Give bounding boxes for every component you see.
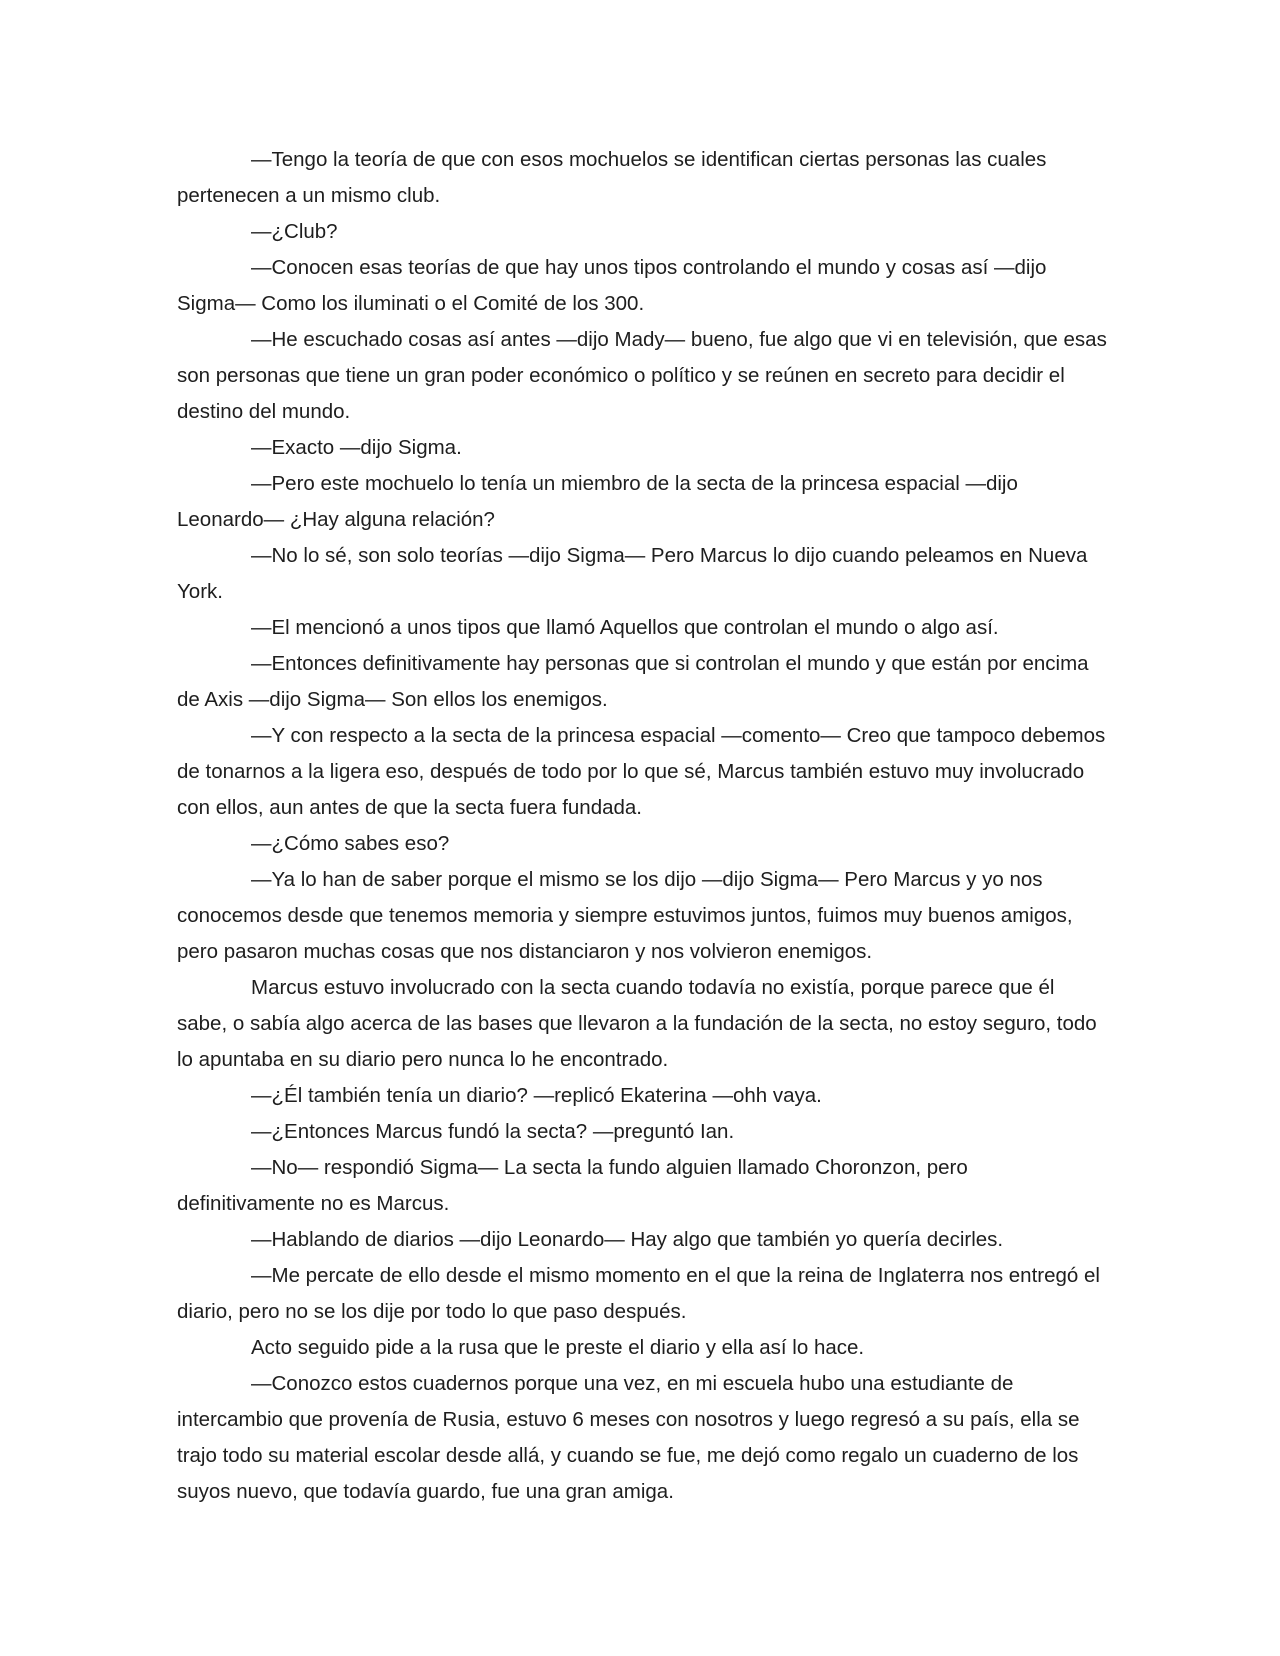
paragraph: —He escuchado cosas así antes —dijo Mady— bueno, fue algo que vi en televisión, que esas son personas que tiene un gran poder económico o político y se reúnen en secreto para decidir el destino del mundo. [177, 328, 1107, 423]
paragraph: —Y con respecto a la secta de la princesa espacial —comento— Creo que tampoco debemos de tonarnos a la ligera eso, después de todo por lo que sé, Marcus también estuvo muy involucrado con ellos, aun antes de que la secta fuera fundada. [177, 724, 1106, 819]
paragraph: —Tengo la teoría de que con esos mochuelos se identifican ciertas personas las cuales pertenecen a un mismo club. [177, 148, 1047, 207]
paragraph: —Hablando de diarios —dijo Leonardo— Hay algo que también yo quería decirles. [251, 1228, 1004, 1251]
document-body [177, 142, 1107, 1510]
paragraph: —¿Cómo sabes eso? [251, 832, 450, 855]
paragraph: —Conocen esas teorías de que hay unos tipos controlando el mundo y cosas así —dijo Sigma— Como los iluminati o el Comité de los 300. [177, 256, 1047, 315]
paragraph: —¿Club? [251, 220, 338, 243]
paragraph: —No— respondió Sigma— La secta la fundo alguien llamado Choronzon, pero definitivamente no es Marcus. [177, 1156, 968, 1215]
paragraph: Marcus estuvo involucrado con la secta cuando todavía no existía, porque parece que él sabe, o sabía algo acerca de las bases que llevaron a la fundación de la secta, no estoy seguro, todo lo apuntaba en su diario pero nunca lo he encontrado. [177, 976, 1097, 1071]
paragraph: —¿Él también tenía un diario? —replicó Ekaterina —ohh vaya. [251, 1084, 822, 1107]
paragraph: —Entonces definitivamente hay personas que si controlan el mundo y que están por encima de Axis —dijo Sigma— Son ellos los enemigos. [177, 652, 1089, 711]
paragraph: —Me percate de ello desde el mismo momento en el que la reina de Inglaterra nos entregó el diario, pero no se los dije por todo lo que paso después. [177, 1264, 1100, 1323]
paragraph: —Exacto —dijo Sigma. [251, 436, 462, 459]
paragraph: —Conozco estos cuadernos porque una vez, en mi escuela hubo una estudiante de intercambio que provenía de Rusia, estuvo 6 meses con nosotros y luego regresó a su país, ella se trajo todo su material escolar desde allá, y cuando se fue, me dejó como regalo un cuaderno de los suyos nuevo, que todavía guardo, fue una gran amiga. [177, 1372, 1080, 1503]
paragraph: —¿Entonces Marcus fundó la secta? —preguntó Ian. [251, 1120, 735, 1143]
paragraph: —Pero este mochuelo lo tenía un miembro de la secta de la princesa espacial —dijo Leonardo— ¿Hay alguna relación? [177, 472, 1018, 531]
paragraph: —El mencionó a unos tipos que llamó Aquellos que controlan el mundo o algo así. [251, 616, 999, 639]
paragraph: —No lo sé, son solo teorías —dijo Sigma— Pero Marcus lo dijo cuando peleamos en Nueva York. [177, 544, 1088, 603]
paragraph: —Ya lo han de saber porque el mismo se los dijo —dijo Sigma— Pero Marcus y yo nos conocemos desde que tenemos memoria y siempre estuvimos juntos, fuimos muy buenos amigos, pero pasaron muchas cosas que nos distanciaron y nos volvieron enemigos. [177, 868, 1073, 963]
paragraph: Acto seguido pide a la rusa que le preste el diario y ella así lo hace. [251, 1336, 865, 1359]
